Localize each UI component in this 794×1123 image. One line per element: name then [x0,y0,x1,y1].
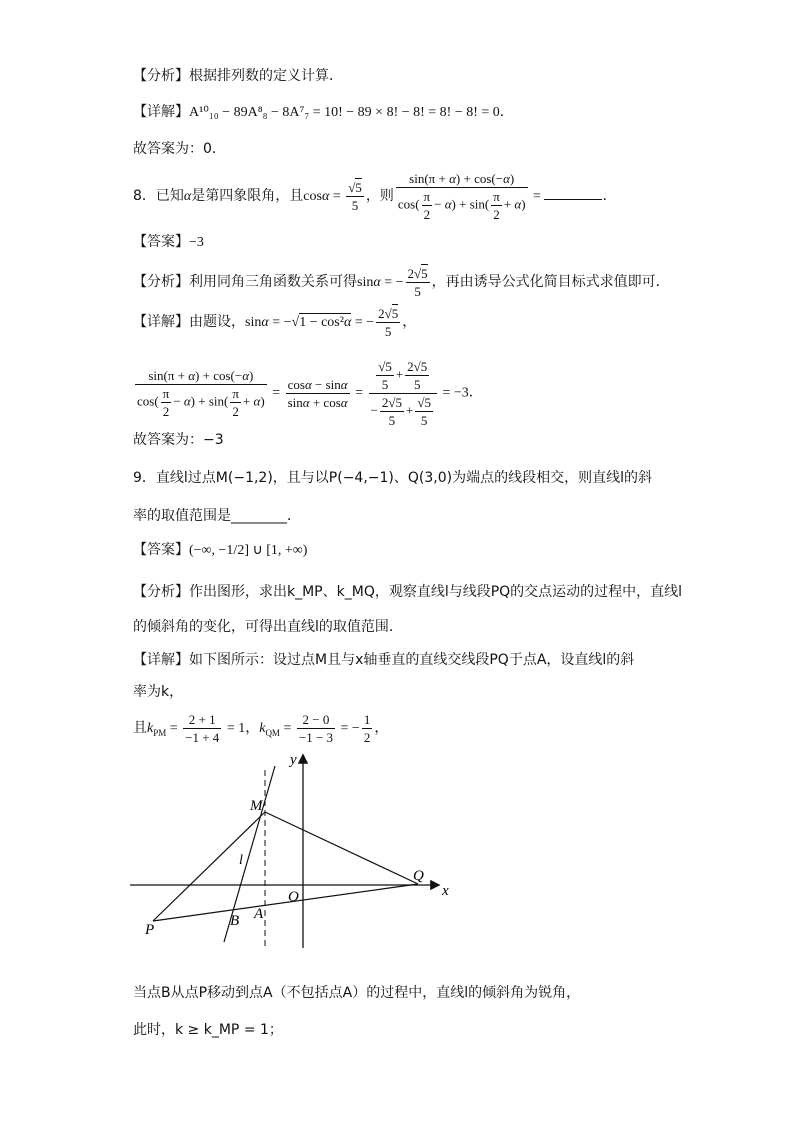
label-B: B [230,913,240,929]
q8-mid1: 是第四象限角，且 [191,188,304,204]
q9-detail-line2: 率为k， [133,684,184,700]
q8-detail: 【详解】由题设，sinα = −√1 − cos²α = − $\frac{2√5}{5}$ ， [133,305,417,339]
q9-detail-line1 [133,650,634,670]
geometry-figure [120,748,460,958]
label-Q: Q [413,868,424,884]
q9-after-figure-line1: 当点B从点P移动到点A（不包括点A）的过程中，直线l的倾斜角为锐角， [133,985,581,1001]
q8-equation: sin(π + α) + cos(−α) cos( $\frac{\pi}{2}$ − α) + sin( $\frac{\pi}{2}$ + α) = $\frac{\cos\alpha - \sin\alpha}{\sin\alpha + \cos\alpha}$ = $\frac{√5}{5}$ + $\frac{2√5}{5}$ − $\frac{2√5}{5}$ + $\frac{√5}{5}$ = −3． [137,359,483,428]
label-l: l [239,853,243,868]
q9-question-line1: 9．直线l过点M(−1,2)，且与以P(−4,−1)、Q(3,0)为端点的线段相交，则直线l的斜 [133,470,652,486]
q8-answer [133,232,204,253]
q9-answer-value: (−∞, −1/2] ∪ [1, +∞) [189,543,308,558]
q9-analysis-text-1: 作出图形，求出k_MP、k_MQ，观察直线l与线段PQ的交点运动的过程中，直线l [189,584,683,600]
q8-detail-text: 由题设， [189,314,245,330]
segment-MP [153,812,265,921]
analysis-text: 根据排列数的定义计算． [189,68,343,84]
q9-detail-text-1: 如下图所示：设过点M且与x轴垂直的直线交线段PQ于点A，设直线l的斜 [189,652,635,668]
q8-analysis-text-2: ，再由诱导公式化简目标式求值即可． [431,274,670,290]
q8-cos-value: $\frac{√5}{5}$ [348,179,362,213]
q9-detail-line3: 且$k_{PM}$ = $\frac{2 + 1}{-1 + 4}$ = 1，$k_{QM}$ = $\frac{2 - 0}{-1 - 3}$ = − $\frac{1}{2}$ ， [133,711,389,745]
q8-prefix: 8．已知 [133,188,184,204]
analysis-tag: 【分析】 [133,274,189,290]
q9-detail-text-3: 且 [133,720,147,736]
q8-answer-value: −3 [189,235,204,250]
q8-question: 8．已知α是第四象限角，且cosα = $\frac{√5}{5}$ ，则 sin(π + α) + cos(−α) cos( $\frac{\pi}{2}$ − α) + sin( $\frac{\pi}{2}$ + α) = . [133,170,607,222]
answer-tag: 【答案】 [133,234,189,250]
analysis-tag: 【分析】 [133,584,189,600]
detail-tag: 【详解】 [133,104,189,120]
q7-conclusion: 故答案为：0． [133,141,226,157]
q8-analysis-text-1: 利用同角三角函数关系可得 [189,274,357,290]
q9-analysis-line1 [133,582,682,602]
label-O: O [288,889,299,905]
detail-tag: 【详解】 [133,314,189,330]
q8-conclusion: 故答案为：−3 [133,432,224,448]
label-P: P [145,922,155,938]
q7-detail-expr: A¹⁰₁₀ − 89A⁸₈ − 8A⁷₇ = 10! − 89 × 8! − 8! = 8! − 8! = 0． [189,105,514,120]
q8-blank [544,199,602,200]
analysis-tag: 【分析】 [133,68,189,84]
q7-analysis [133,66,343,86]
q9-after-figure-line2: 此时，k ≥ k_MP = 1； [133,1022,283,1038]
q7-detail [133,102,514,123]
label-A: A [254,906,264,922]
label-y: y [290,752,297,768]
label-x: x [442,883,449,899]
q8-analysis: 【分析】利用同角三角函数关系可得sinα = − $\frac{2√5}{5}$ ，再由诱导公式化简目标式求值即可． [133,265,670,299]
q9-answer [133,540,307,561]
label-M: M [250,798,263,814]
segment-MQ [265,812,418,884]
detail-tag: 【详解】 [133,652,189,668]
q9-question-line2: 率的取值范围是________． [133,508,301,524]
q8-mid2: ，则 [365,188,394,204]
answer-tag: 【答案】 [133,542,189,558]
segment-PQ [153,884,418,921]
q9-analysis-line2: 的倾斜角的变化，可得出直线l的取值范围． [133,619,403,635]
q8-target-fraction: sin(π + α) + cos(−α) cos( $\frac{\pi}{2}$ − α) + sin( $\frac{\pi}{2}$ + α) [397,170,526,222]
